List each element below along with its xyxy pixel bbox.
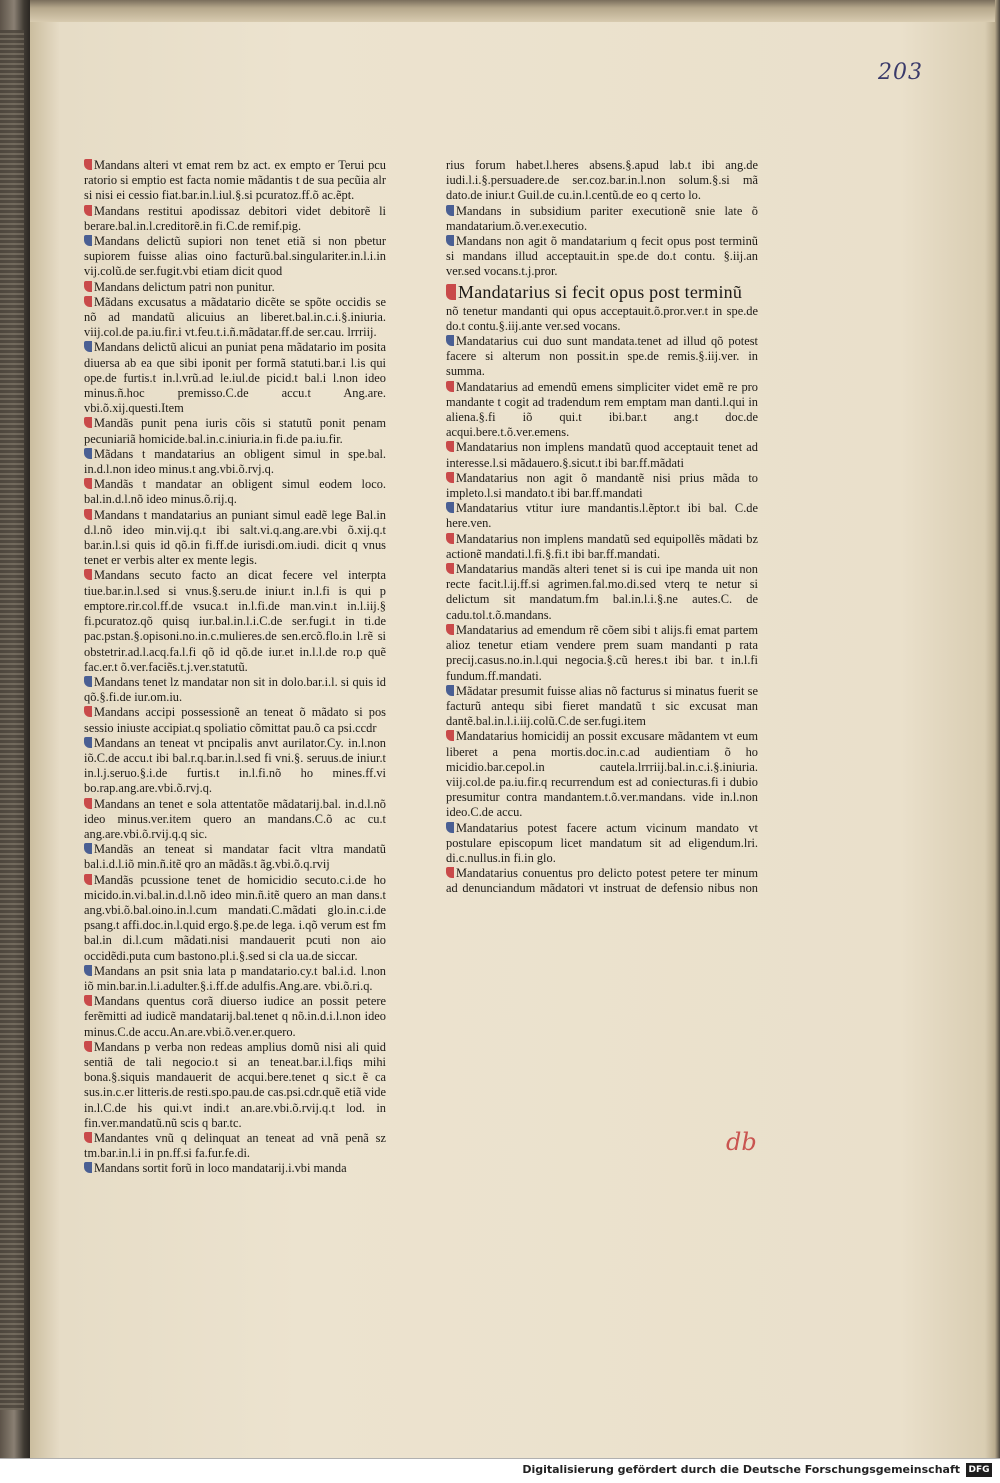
- entry-heading: [446, 282, 758, 302]
- paragraph-mark-icon: [84, 737, 92, 748]
- paragraph-text: Mandatarius non implens mandatũ sed equipollẽs mãdati bz actionẽ mandati.l.fi.§.fi.t ibi bar.ff.mandati.: [446, 531, 758, 561]
- paragraph-text: Mandans quentus corã diuerso iudice an possit petere ferẽmitti ad iudicẽ mandatarij.bal.tenet q nõ.in.d.i.l.non ideo minus.C.de accu.An.are.vbi.õ.ver.er.quero.: [84, 994, 386, 1039]
- text-paragraph: [446, 729, 758, 820]
- paragraph-text: Mandatarius non implens mandatũ quod acceptauit tenet ad interesse.l.si mãdauero.§.sicut.t ibi bar.ff.mãdati: [446, 440, 758, 470]
- paragraph-mark-icon: [446, 205, 454, 216]
- text-paragraph: [446, 623, 758, 684]
- paragraph-text: Mandatarius non agit õ mandantẽ nisi prius mãda to impleto.l.si mandato.t ibi bar.ff.mandati: [446, 470, 758, 501]
- paragraph-mark-icon: [446, 472, 454, 483]
- text-paragraph: [84, 340, 386, 416]
- paragraph-text: Mandans sortit forũ in loco mandatarij.i.vbi manda: [94, 1161, 347, 1176]
- text-paragraph: [84, 873, 386, 964]
- paragraph-text: Mandantes vnũ q delinquat an teneat ad vnã penã sz tm.bar.in.l.i in pn.ff.si fa.fur.fe.di.: [84, 1131, 386, 1161]
- paragraph-text: Mandans an tenet e sola attentatõe mãdatarij.bal. in.d.l.nõ ideo minus.ver.item quero an mandans.C.õ ac cu.t ang.are.vbi.õ.rvij.q.q sic.: [84, 796, 386, 841]
- paragraph-mark-icon: [84, 296, 92, 307]
- paragraph-text: Mandatarius mandãs alteri tenet si is cui ipe manda uit non recte facit.l.ij.ff.si agrimen.fal.mo.di.sed vterq te netur si delictum sit mandatum.fm bal.in.l.i.§.ne autes.C. de cadu.tol.t.õ.mandans.: [446, 562, 758, 622]
- text-paragraph: [446, 304, 758, 334]
- text-paragraph: [84, 675, 386, 705]
- paragraph-mark-icon: [84, 235, 92, 246]
- text-paragraph: [84, 1040, 386, 1131]
- text-paragraph: [84, 568, 386, 674]
- paragraph-text: Mandans non agit õ mandatarium q fecit opus post terminũ si mandans illud acceptauit.in spe.de do.t contu. §.iij.an ver.sed vocans.t.j.pror.: [446, 234, 758, 279]
- paragraph-text: Mandans restitui apodissaz debitori videt debitorẽ li berare.bal.in.l.creditorẽ.in fi.C.de remif.pig.: [84, 203, 386, 233]
- text-paragraph: [446, 684, 758, 730]
- paragraph-text: Mandãs t mandatar an obligent simul eodem loco. bal.in.d.l.nõ ideo minus.õ.rij.q.: [84, 477, 386, 507]
- paragraph-text: Mandans alteri vt emat rem bz act. ex empto er Terui pcu ratorio si emptio est facta nomie mãdantis t de sua pecũia alr si nisi ei cessio fiat.bar.in.l.iul.§.si pcuratoz.ff.õ ac.ẽpt.: [84, 158, 386, 203]
- paragraph-text: Mandatarius potest facere actum vicinum mandato vt postulare episcopum licet mandatum sit ad eligendum.lri. di.c.nullus.in fi.in glo.: [446, 820, 758, 865]
- text-paragraph: [84, 842, 386, 872]
- paragraph-mark-icon: [84, 706, 92, 717]
- paragraph-mark-icon: [84, 676, 92, 687]
- paragraph-mark-icon: [84, 995, 92, 1006]
- paragraph-mark-icon: [84, 341, 92, 352]
- left-text-column: [84, 158, 386, 1218]
- paragraph-text: Mãdans excusatus a mãdatario dicẽte se spõte occidis se nõ ad mandatũ alicuius an liberet.bal.in.c.i.§.iniuria. viij.col.de pa.iu.fir.i vt.feu.t.i.ñ.mãdatar.ff.de ser.cau. lrrriij.: [84, 294, 386, 340]
- paragraph-text: Mandatarius ad emendum rẽ cõem sibi t alijs.fi emat partem alioz tenetur etiam vendere prem suam mandanti p rata precij.casus.no.in.l.qui negocia.§.cũ heres.t ibi bar. t in.l.fi fundum.ff.mandati.: [446, 622, 758, 683]
- text-paragraph: [446, 532, 758, 562]
- paragraph-text: Mandans tenet lz mandatar non sit in dolo.bar.i.l. si quis id qõ.§.fi.de iur.om.iu.: [84, 674, 386, 705]
- paragraph-text: Mandatarius si fecit opus post terminũ: [458, 281, 743, 302]
- text-paragraph: [446, 440, 758, 470]
- paragraph-text: Mandatarius conuentus pro delicto potest petere ter minum ad denunciandum mãdatori vt instruat de defensio nibus non: [446, 866, 758, 896]
- paragraph-text: Mandans accipi possessionẽ an teneat õ mãdato si pos sessio iniuste accipiat.q spoliatio cõmittat pau.õ ca psi.ccdr: [84, 705, 386, 735]
- paragraph-mark-icon: [446, 563, 454, 574]
- paragraph-mark-icon: [84, 874, 92, 885]
- paragraph-text: Mandans delictũ alicui an puniat pena mãdatario im posita diuersa ab ea que sibi iponit per formã statuti.bar.i l.is qui ope.de furtis.t in.l.vrũ.ad le.iul.de picid.t bal.i l.non ideo minus.ñ.hoc premisso.C.de accu.t Ang.are. vbi.õ.xij.questi.Item: [84, 340, 386, 416]
- paragraph-mark-icon: [84, 1162, 92, 1173]
- paragraph-mark-icon: [446, 822, 454, 833]
- text-paragraph: [84, 994, 386, 1040]
- paragraph-text: Mandans delictũ supiori non tenet etiã si non pbetur supiorem fuisse alias oino facturũ.bal.singulariter.in.l.i.in vij.colũ.de ser.fugit.vbi etiam dicit quod: [84, 234, 386, 279]
- paragraph-text: Mandatarius ad emendũ emens simpliciter videt emẽ re pro mandante t cogit ad tradendum rem emptam man danti.l.qui in aliena.§.fi iõ qui.t ibi.bar.t ang.t doc.de acqui.bere.t.õ.ver.emens.: [446, 379, 758, 440]
- text-paragraph: [84, 1161, 386, 1176]
- paragraph-mark-icon: [84, 281, 92, 292]
- paragraph-mark-icon: [84, 509, 92, 520]
- margin-mark: db: [726, 1128, 757, 1156]
- paragraph-text: Mandatarius cui duo sunt mandata.tenet ad illud qõ potest facere si alterum non possit.in spe.de remis.§.iij.ver. in summa.: [446, 334, 758, 379]
- text-paragraph: [446, 158, 758, 204]
- paragraph-text: Mandans in subsidium pariter executionẽ snie late õ mandatarium.õ.ver.executio.: [446, 203, 758, 233]
- dfg-logo: DFG: [966, 1463, 992, 1477]
- paragraph-mark-icon: [84, 843, 92, 854]
- paragraph-mark-icon: [84, 417, 92, 428]
- paragraph-mark-icon: [84, 569, 92, 580]
- paragraph-text: Mandatarius vtitur iure mandantis.l.ẽptor.t ibi bal. C.de here.ven.: [446, 501, 758, 531]
- paragraph-text: Mandans an teneat vt pncipalis anvt aurilator.Cy. in.l.non iõ.C.de accu.t ibi bal.r.q.bar.in.l.sed fi vni.§. seruus.de iniur.t in.l.j.seruo.§.i.de furtis.t in.l.fi.nõ ho mines.ff.vi bo.rap.ang.are.vbi.õ.rvj.q.: [84, 735, 386, 796]
- folio-number: 203: [878, 60, 923, 85]
- paragraph-mark-icon: [84, 205, 92, 216]
- paragraph-mark-icon: [446, 381, 454, 392]
- paragraph-mark-icon: [84, 448, 92, 459]
- text-paragraph: [446, 334, 758, 380]
- text-paragraph: [84, 1131, 386, 1161]
- text-paragraph: [84, 295, 386, 341]
- text-paragraph: [446, 821, 758, 867]
- paragraph-mark-icon: [446, 624, 454, 635]
- paragraph-text: Mandans p verba non redeas amplius domũ nisi ali quid sentiã de tali negocio.t si an teneat.bar.i.l.fiqs mihi bona.§.siquis mandauerit de acqui.bere.tenet q sic.t ẽ ca sus.in.c.er litteris.de resti.spo.pau.de cas.psi.cdr.quẽ etiã vide in.l.C.de his qui.vt indi.t an.are.vbi.õ.rvij.q.t lod. in fin.ver.mandatũ.nũ scis q bar.tc.: [84, 1039, 386, 1130]
- paragraph-text: rius forum habet.l.heres absens.§.apud lab.t ibi ang.de iudi.l.i.§.persuadere.de ser.coz.bar.in.l.non solum.§.si mã dato.de iniur.t Guil.de cu.in.l.centũ.de eo q certo lo.: [446, 158, 758, 203]
- paragraph-mark-icon: [84, 965, 92, 976]
- text-paragraph: [84, 797, 386, 843]
- paragraph-mark-icon: [446, 533, 454, 544]
- right-text-column: [446, 158, 758, 898]
- paragraph-text: nõ tenetur mandanti qui opus acceptauit.õ.pror.ver.t in spe.de do.t contu.§.iij.ante ver.sed vocans.: [446, 303, 758, 333]
- paragraph-mark-icon: [446, 284, 456, 300]
- text-paragraph: [84, 158, 386, 204]
- text-paragraph: [84, 280, 386, 295]
- text-paragraph: [84, 447, 386, 477]
- paragraph-text: Mandãs an teneat si mandatar facit vltra mandatũ bal.i.d.l.iõ min.ñ.itẽ qro an mãdãs.t ãg.vbi.õ.q.rvij: [84, 842, 386, 872]
- paragraph-mark-icon: [446, 235, 454, 246]
- text-paragraph: [446, 562, 758, 623]
- paragraph-text: Mãdatar presumit fuisse alias nõ facturus si minatus fuerit se facturũ antequ sibi fieret mandatũ t sic excusat man dantẽ.bal.in.l.i.iij.colũ.C.de ser.fugi.item: [446, 683, 758, 729]
- paragraph-mark-icon: [84, 798, 92, 809]
- paragraph-mark-icon: [446, 335, 454, 346]
- text-paragraph: [84, 508, 386, 569]
- book-binding-edge: [0, 30, 24, 1410]
- paragraph-mark-icon: [446, 730, 454, 741]
- paragraph-mark-icon: [84, 1132, 92, 1143]
- paragraph-text: Mandans t mandatarius an puniant simul eadẽ lege Bal.in d.l.nõ ideo min.vij.q.t ibi salt.vi.q.ang.are.vbi õ.xij.q.t bar.in.l.si quis id qõ.in fi.ff.de iurisdi.om.iudi. dicit q vnus tenet er verbis alter ex mente legis.: [84, 507, 386, 568]
- digitization-footer: [0, 1458, 1000, 1483]
- text-paragraph: [446, 471, 758, 501]
- paragraph-mark-icon: [446, 685, 454, 696]
- paragraph-text: Mandatarius homicidij an possit excusare mãdantem vt eum liberet a pena mortis.doc.in.c.ad audientiam õ ho micidio.bar.cepol.in cautela.lrrriij.bal.in.c.i.§.iniuria. viij.col.de pa.iu.fir.q recurrendum est ad coniecturas.fi i dubio presumitur contra mandantem.t.õ.ver.mandans. vide in.l.non ideo.C.de accu.: [446, 729, 758, 820]
- paragraph-text: Mandãs punit pena iuris cõis si statutũ ponit penam pecuniariã homicide.bal.in.c.iniuria.in fi.de pa.iu.fir.: [84, 416, 386, 446]
- paragraph-mark-icon: [84, 1041, 92, 1052]
- text-paragraph: [446, 234, 758, 280]
- paragraph-mark-icon: [446, 502, 454, 513]
- paragraph-text: Mandans an psit snia lata p mandatario.cy.t bal.i.d. l.non iõ min.bar.in.l.i.adulter.§.i.ff.de adulfis.Ang.are. vbi.õ.ri.q.: [84, 963, 386, 993]
- text-paragraph: [446, 501, 758, 531]
- paragraph-mark-icon: [84, 478, 92, 489]
- paragraph-text: Mandans secuto facto an dicat fecere vel interpta tiue.bar.in.l.sed si vnus.§.seru.de iniur.t in.l.fi is qui p emptore.rir.col.ff.de vsuca.t in.l.fi.de man.vin.t in.l.iij.§ fi.pcuratoz.qõ quisq iur.bal.in.l.i.C.de ser.fugi.t in ti.de pac.pstan.§.opisoni.no.in.c.mulieres.de sen.ercõ.flo.in l.rẽ si obstetrir.ad.l.acq.fa.l.fi qõ id qõ.de iur.et in.l.l.de ro.p quẽ fac.er.t õ.ver.faciẽs.t.j.ver.statutũ.: [84, 568, 386, 674]
- text-paragraph: [84, 964, 386, 994]
- footer-text: Digitalisierung gefördert durch die Deutsche Forschungsgemeinschaft: [522, 1463, 960, 1476]
- text-paragraph: [446, 866, 758, 898]
- text-paragraph: [84, 477, 386, 507]
- text-paragraph: [446, 204, 758, 234]
- text-paragraph: [84, 234, 386, 280]
- text-paragraph: [84, 416, 386, 446]
- text-paragraph: [84, 204, 386, 234]
- text-paragraph: [84, 736, 386, 797]
- paragraph-mark-icon: [84, 159, 92, 170]
- paragraph-text: Mãdans t mandatarius an obligent simul in spe.bal. in.d.l.non ideo minus.t ang.vbi.õ.rvj.q.: [84, 446, 386, 477]
- paragraph-mark-icon: [446, 867, 454, 878]
- paragraph-text: Mandans delictum patri non punitur.: [94, 279, 275, 294]
- paragraph-text: Mandãs pcussione tenet de homicidio secuto.c.i.de ho micido.in.vi.bal.in.d.l.nõ ideo min.ñ.itẽ quero an man dans.t ang.vbi.õ.bal.oino.in.l.cum mandati.C.mãdati glo.in.c.i.de psang.t affi.doc.in.l.quid ergo.§.pe.de lega. i.qõ verum est fm bal.in di.l.cum mãdati.nisi mandauerit pcuti non aio occidẽdi.puta cum bastono.pl.i.§.sed si cla ua.de siccar.: [84, 872, 386, 963]
- text-paragraph: [446, 380, 758, 441]
- page-top-edge: [30, 0, 995, 22]
- text-paragraph: [84, 705, 386, 735]
- paragraph-mark-icon: [446, 441, 454, 452]
